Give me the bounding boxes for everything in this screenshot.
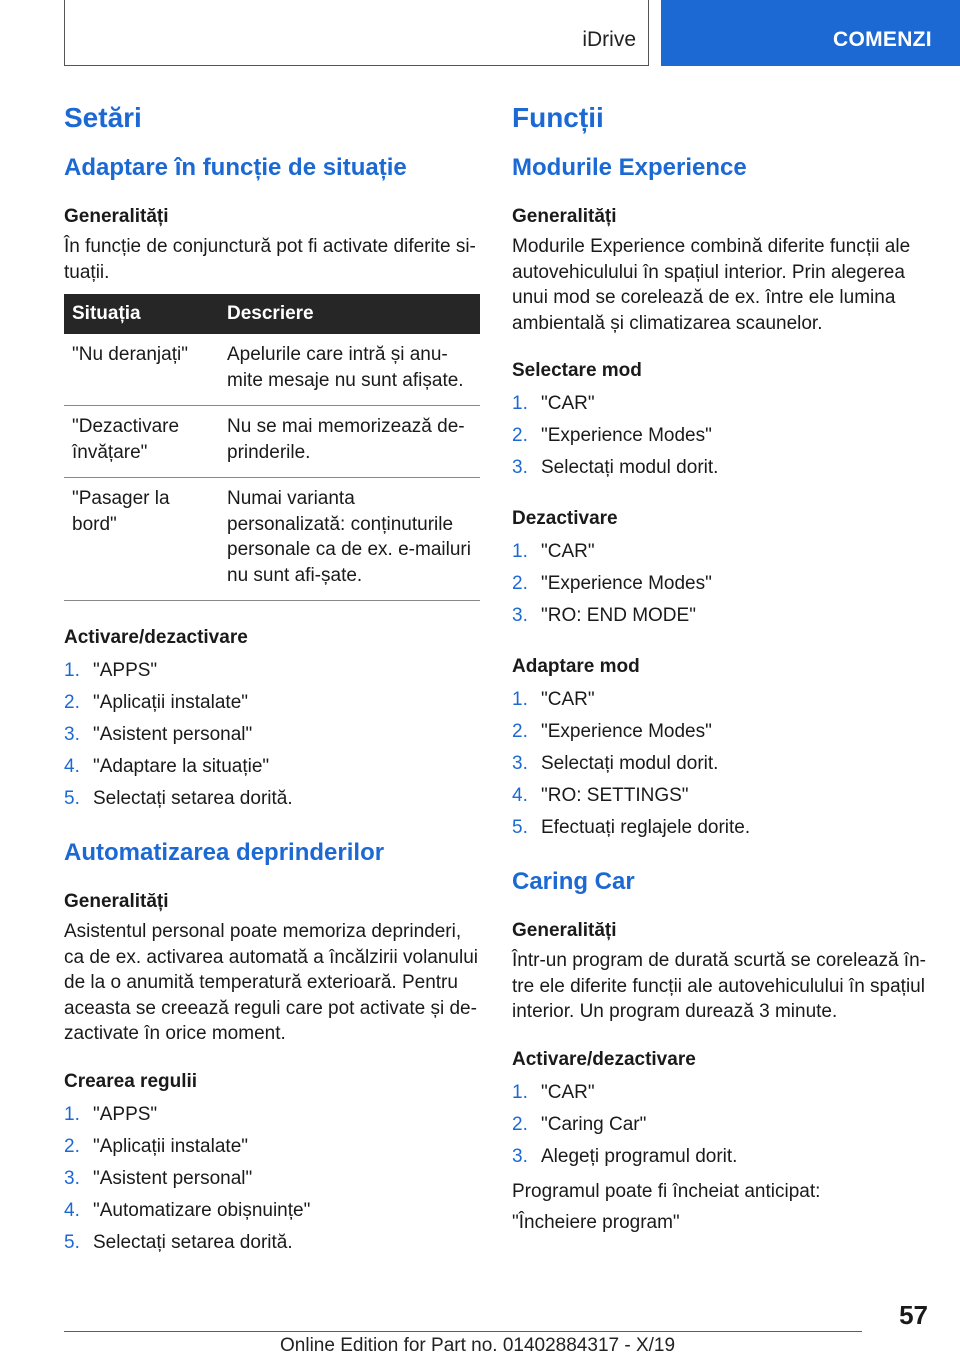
- list-item: 5. Selectați setarea dorită.: [64, 1231, 293, 1253]
- list-item: 3. Selectați modul dorit.: [512, 457, 719, 478]
- heading-automatizare: Automatizarea deprinderilor: [64, 839, 385, 866]
- heading-activare-dezactivare: Activare/dezactivare: [512, 1048, 696, 1070]
- list-item: 2. "Caring Car": [512, 1113, 647, 1135]
- table-cell: "Dezactivare învățare": [64, 406, 219, 478]
- page-number: 57: [899, 1300, 928, 1330]
- right-column: [512, 100, 928, 1236]
- paragraph-caring-car: Într-un program de durată scurtă se corelează în-tre ele diferite funcții ale autovehiculului în spațiul interior. Un program durează 3 minute.: [512, 950, 926, 1022]
- list-item: 1. "APPS": [64, 660, 158, 681]
- steps-caring-activare: [512, 1077, 928, 1173]
- footer-divider: [64, 1331, 862, 1332]
- situations-table: [64, 294, 480, 601]
- heading-generalitati: Generalități: [512, 920, 617, 941]
- list-item: 5. Selectați setarea dorită.: [64, 788, 293, 809]
- list-item: 3. Alegeți programul dorit.: [512, 1145, 738, 1167]
- header-section-box: [64, 0, 649, 66]
- table-cell: "Pasager la bord": [64, 478, 219, 601]
- heading-crearea-regulii: Crearea regulii: [64, 1070, 198, 1092]
- paragraph-program-anticipat: Programul poate fi încheiat anticipat:: [512, 1180, 821, 1202]
- heading-caring-car: Caring Car: [512, 868, 635, 895]
- list-item: 2. "Experience Modes": [512, 425, 712, 446]
- left-column: [64, 100, 480, 1259]
- header-tab-label: COMENZI: [833, 28, 932, 51]
- table-header-situatia: Situația: [64, 294, 219, 334]
- header-tab: [661, 0, 960, 66]
- heading-selectare-mod: Selectare mod: [512, 360, 642, 381]
- list-item: 2. "Experience Modes": [512, 573, 712, 594]
- heading-dezactivare: Dezactivare: [512, 508, 618, 529]
- table-cell: "Nu deranjați": [64, 334, 219, 406]
- steps-creare: [64, 1099, 480, 1259]
- heading-adaptare-mod: Adaptare mod: [512, 656, 640, 677]
- section-title-setari: Setări: [64, 102, 142, 133]
- list-item: 1. "APPS": [64, 1103, 158, 1125]
- table-row: [64, 334, 480, 406]
- list-item: 5. Efectuați reglajele dorite.: [512, 817, 751, 838]
- list-item: 2. "Experience Modes": [512, 721, 712, 742]
- header-section-label: iDrive: [582, 28, 636, 51]
- list-item: 1. "CAR": [512, 689, 595, 710]
- section-title-functii: Funcții: [512, 102, 604, 133]
- list-item: 3. "Asistent personal": [64, 724, 253, 745]
- steps-dezactivare: [512, 536, 928, 632]
- table-row: [64, 406, 480, 478]
- list-item: 1. "CAR": [512, 1081, 595, 1103]
- list-item: 4. "Automatizare obișnuințe": [64, 1199, 311, 1221]
- heading-generalitati: Generalități: [512, 206, 617, 227]
- list-item: 4. "RO: SETTINGS": [512, 785, 689, 806]
- table-cell: Nu se mai memorizează de-prinderile.: [219, 406, 480, 478]
- steps-activare: [64, 655, 480, 815]
- paragraph-automatizare: Asistentul personal poate memoriza deprinderi, ca de ex. activarea automată a încălzirii volanului de la o anumită temperatură exterioară. Pentru aceasta se creează reguli care pot activate și de-zactivate în orice moment.: [64, 921, 479, 1044]
- paragraph-generalitati: În funcție de conjunctură pot fi activate diferite si-tuații.: [64, 236, 476, 283]
- heading-activare-dezactivare: Activare/dezactivare: [64, 627, 248, 648]
- table-row: [64, 478, 480, 601]
- heading-modurile-experience: Modurile Experience: [512, 154, 747, 181]
- paragraph-experience: Modurile Experience combină diferite funcții ale autovehiculului în spațiul interior. Prin alegerea unui mod se corelează de ex. între ele lumina ambientală și climatizarea scaunelor.: [512, 236, 911, 334]
- list-item: 2. "Aplicații instalate": [64, 1135, 249, 1157]
- paragraph-incheiere-program: "Încheiere program": [512, 1212, 680, 1233]
- list-item: 3. "RO: END MODE": [512, 605, 696, 626]
- heading-generalitati: Generalități: [64, 891, 169, 912]
- list-item: 2. "Aplicații instalate": [64, 692, 249, 713]
- list-item: 3. Selectați modul dorit.: [512, 753, 719, 774]
- heading-generalitati: Generalități: [64, 206, 169, 227]
- table-header-descriere: Descriere: [219, 294, 480, 334]
- heading-adaptare-situatie: Adaptare în funcție de situație: [64, 154, 407, 181]
- list-item: 3. "Asistent personal": [64, 1167, 253, 1189]
- table-cell: Apelurile care intră și anu-mite mesaje nu sunt afișate.: [219, 334, 480, 406]
- table-header-row: [64, 294, 480, 334]
- steps-adaptare: [512, 684, 928, 844]
- footer-edition: Online Edition for Part no. 01402884317 - X/19: [280, 1335, 676, 1356]
- list-item: 4. "Adaptare la situație": [64, 756, 270, 777]
- list-item: 1. "CAR": [512, 541, 595, 562]
- list-item: 1. "CAR": [512, 393, 595, 414]
- table-cell: Numai varianta personalizată: conținuturile personale ca de ex. e-mailuri nu sunt afi-șate.: [219, 478, 480, 601]
- steps-selectare: [512, 388, 928, 484]
